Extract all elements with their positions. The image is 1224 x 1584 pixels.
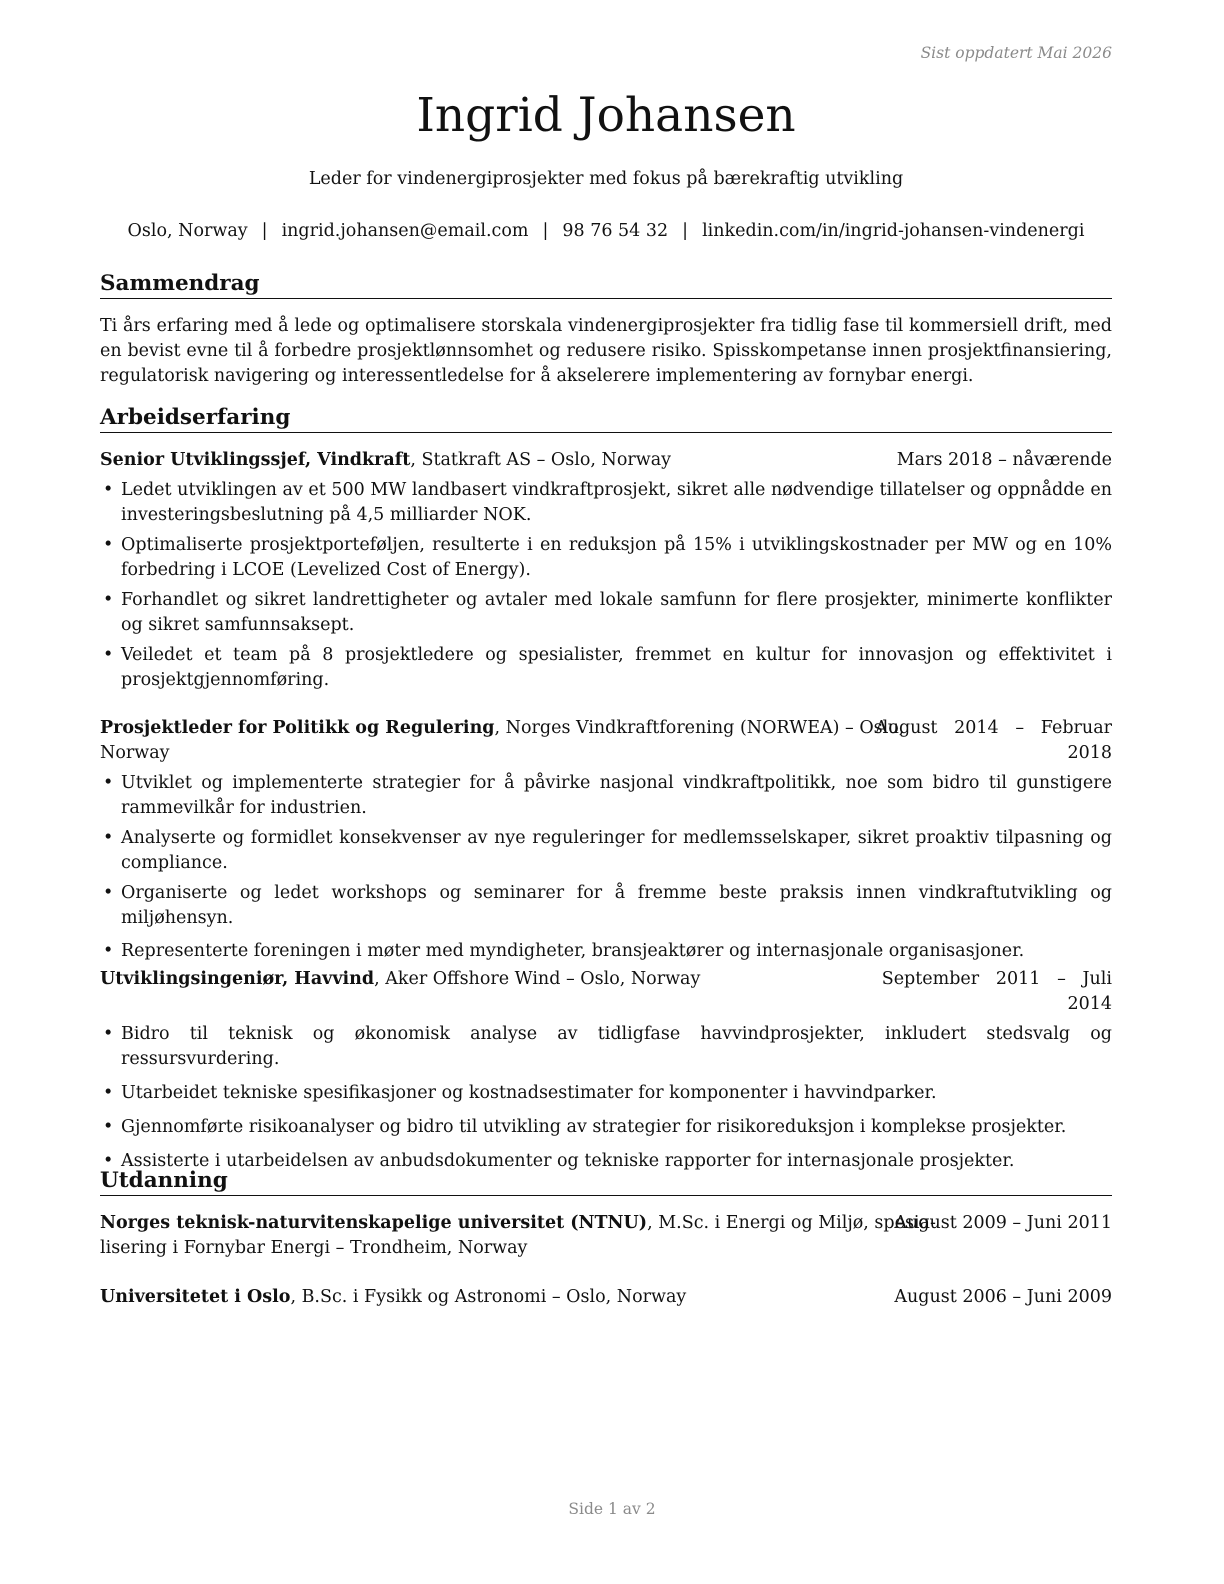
- job-dates-continued: 2018: [1067, 743, 1112, 763]
- list-item: • Utarbeidet tekniske spesifikasjoner og kostnadsestimater for komponenter i havvindparker.: [100, 1081, 1112, 1106]
- job-employer: , Norges Vindkraftforening (NORWEA) – Oslo,: [494, 718, 905, 738]
- page-number: Side 1 av 2: [568, 1500, 656, 1518]
- job-dates-continued: 2014: [1067, 994, 1112, 1014]
- list-item: • Forhandlet og sikret landrettigheter og avtaler med lokale samfunn for flere prosjekter, minimerte konflikter og sikret samfunnsaksept.: [100, 588, 1112, 638]
- job-bullets: [100, 771, 1112, 969]
- job-bullets: [100, 478, 1112, 698]
- section-heading-experience: Arbeidserfaring: [100, 404, 1112, 433]
- job-title: Prosjektleder for Politikk og Regulering: [100, 718, 495, 738]
- contact-line: [100, 219, 1112, 243]
- education-title-line: [100, 1285, 686, 1310]
- contact-separator: |: [682, 221, 689, 241]
- job-title-line: [100, 448, 671, 473]
- list-item: • Veiledet et team på 8 prosjektledere og spesialister, fremmet en kultur for innovasjon og effektivitet i prosjektgjennomføring.: [100, 643, 1112, 693]
- candidate-name: Ingrid Johansen: [416, 88, 796, 143]
- job-employer: , Statkraft AS – Oslo, Norway: [410, 450, 672, 470]
- list-item: • Utviklet og implementerte strategier for å påvirke nasjonal vindkraftpolitikk, noe som bidro til gunstigere rammevilkår for industrien.: [100, 771, 1112, 821]
- job-dates: Mars 2018 – nåværende: [896, 450, 1112, 470]
- school-name: Universitetet i Oslo: [100, 1287, 291, 1307]
- list-item: • Gjennomførte risikoanalyser og bidro til utvikling av strategier for risikoreduksjon i komplekse prosjekter.: [100, 1115, 1112, 1140]
- tagline: Leder for vindenergiprosjekter med fokus på bærekraftig utvikling: [308, 169, 904, 189]
- education-title-line: [100, 1211, 936, 1236]
- school-name: Norges teknisk-naturvitenskapelige universitet (NTNU): [100, 1213, 648, 1233]
- education-dates: August 2006 – Juni 2009: [894, 1287, 1112, 1307]
- education-entry: [100, 1211, 1112, 1261]
- job-dates: August 2014 – Februar: [875, 718, 1112, 738]
- contact-linkedin[interactable]: linkedin.com/in/ingrid-johansen-vindenergi: [702, 221, 1085, 241]
- last-updated: Sist oppdatert Mai 2026: [920, 44, 1112, 62]
- section-heading-summary: Sammendrag: [100, 270, 1112, 299]
- job-title-line: [100, 967, 700, 992]
- section-heading-education: Utdanning: [100, 1167, 1112, 1196]
- education-dates: August 2009 – Juni 2011: [894, 1213, 1112, 1233]
- job-header: [100, 716, 1112, 766]
- job-dates: September 2011 – Juli: [881, 969, 1112, 989]
- list-item: • Ledet utviklingen av et 500 MW landbasert vindkraftprosjekt, sikret alle nødvendige tillatelser og oppnådde en investeringsbeslutning på 4,5 milliarder NOK.: [100, 478, 1112, 528]
- job-bullets: [100, 1022, 1112, 1179]
- list-item: • Organiserte og ledet workshops og seminarer for å fremme beste praksis innen vindkraftutvikling og miljøhensyn.: [100, 881, 1112, 931]
- list-item: • Optimaliserte prosjektporteføljen, resulterte i en reduksjon på 15% i utviklingskostnader per MW og en 10% forbedring i LCOE (Levelized Cost of Energy).: [100, 533, 1112, 583]
- contact-separator: |: [542, 221, 549, 241]
- job-title: Senior Utviklingssjef, Vindkraft: [100, 450, 411, 470]
- job-header: [100, 967, 1112, 1017]
- list-item: • Bidro til teknisk og økonomisk analyse av tidligfase havvindprosjekter, inkludert stedsvalg og ressursvurdering.: [100, 1022, 1112, 1072]
- degree-continued: lisering i Fornybar Energi – Trondheim, Norway: [100, 1238, 528, 1258]
- list-item: • Representerte foreningen i møter med myndigheter, bransjeaktører og internasjonale organisasjoner.: [100, 939, 1112, 964]
- summary-text: Ti års erfaring med å lede og optimalisere storskala vindenergiprosjekter fra tidlig fase til kommersiell drift, med en bevist evne til å forbedre prosjektlønnsomhet og redusere risiko. Spisskompetanse innen prosjektfinansiering, regulatorisk navigering og interessentledelse for å akselerere implementering av fornybar energi.: [100, 316, 1112, 386]
- job-title-line: [100, 716, 904, 741]
- contact-separator: |: [261, 221, 268, 241]
- list-item: • Assisterte i utarbeidelsen av anbudsdokumenter og tekniske rapporter for internasjonale prosjekter.: [100, 1149, 1112, 1174]
- contact-phone: 98 76 54 32: [562, 221, 669, 241]
- degree: , M.Sc. i Energi og Miljø, spesia-: [647, 1213, 936, 1233]
- list-item: • Analyserte og formidlet konsekvenser av nye reguleringer for medlemsselskaper, sikret proaktiv tilpasning og compliance.: [100, 826, 1112, 876]
- contact-location: Oslo, Norway: [127, 221, 248, 241]
- job-employer: , Aker Offshore Wind – Oslo, Norway: [374, 969, 701, 989]
- degree: , B.Sc. i Fysikk og Astronomi – Oslo, Norway: [290, 1287, 687, 1307]
- contact-email[interactable]: ingrid.johansen@email.com: [281, 221, 529, 241]
- job-employer-continued: Norway: [100, 743, 170, 763]
- job-title: Utviklingsingeniør, Havvind: [100, 969, 375, 989]
